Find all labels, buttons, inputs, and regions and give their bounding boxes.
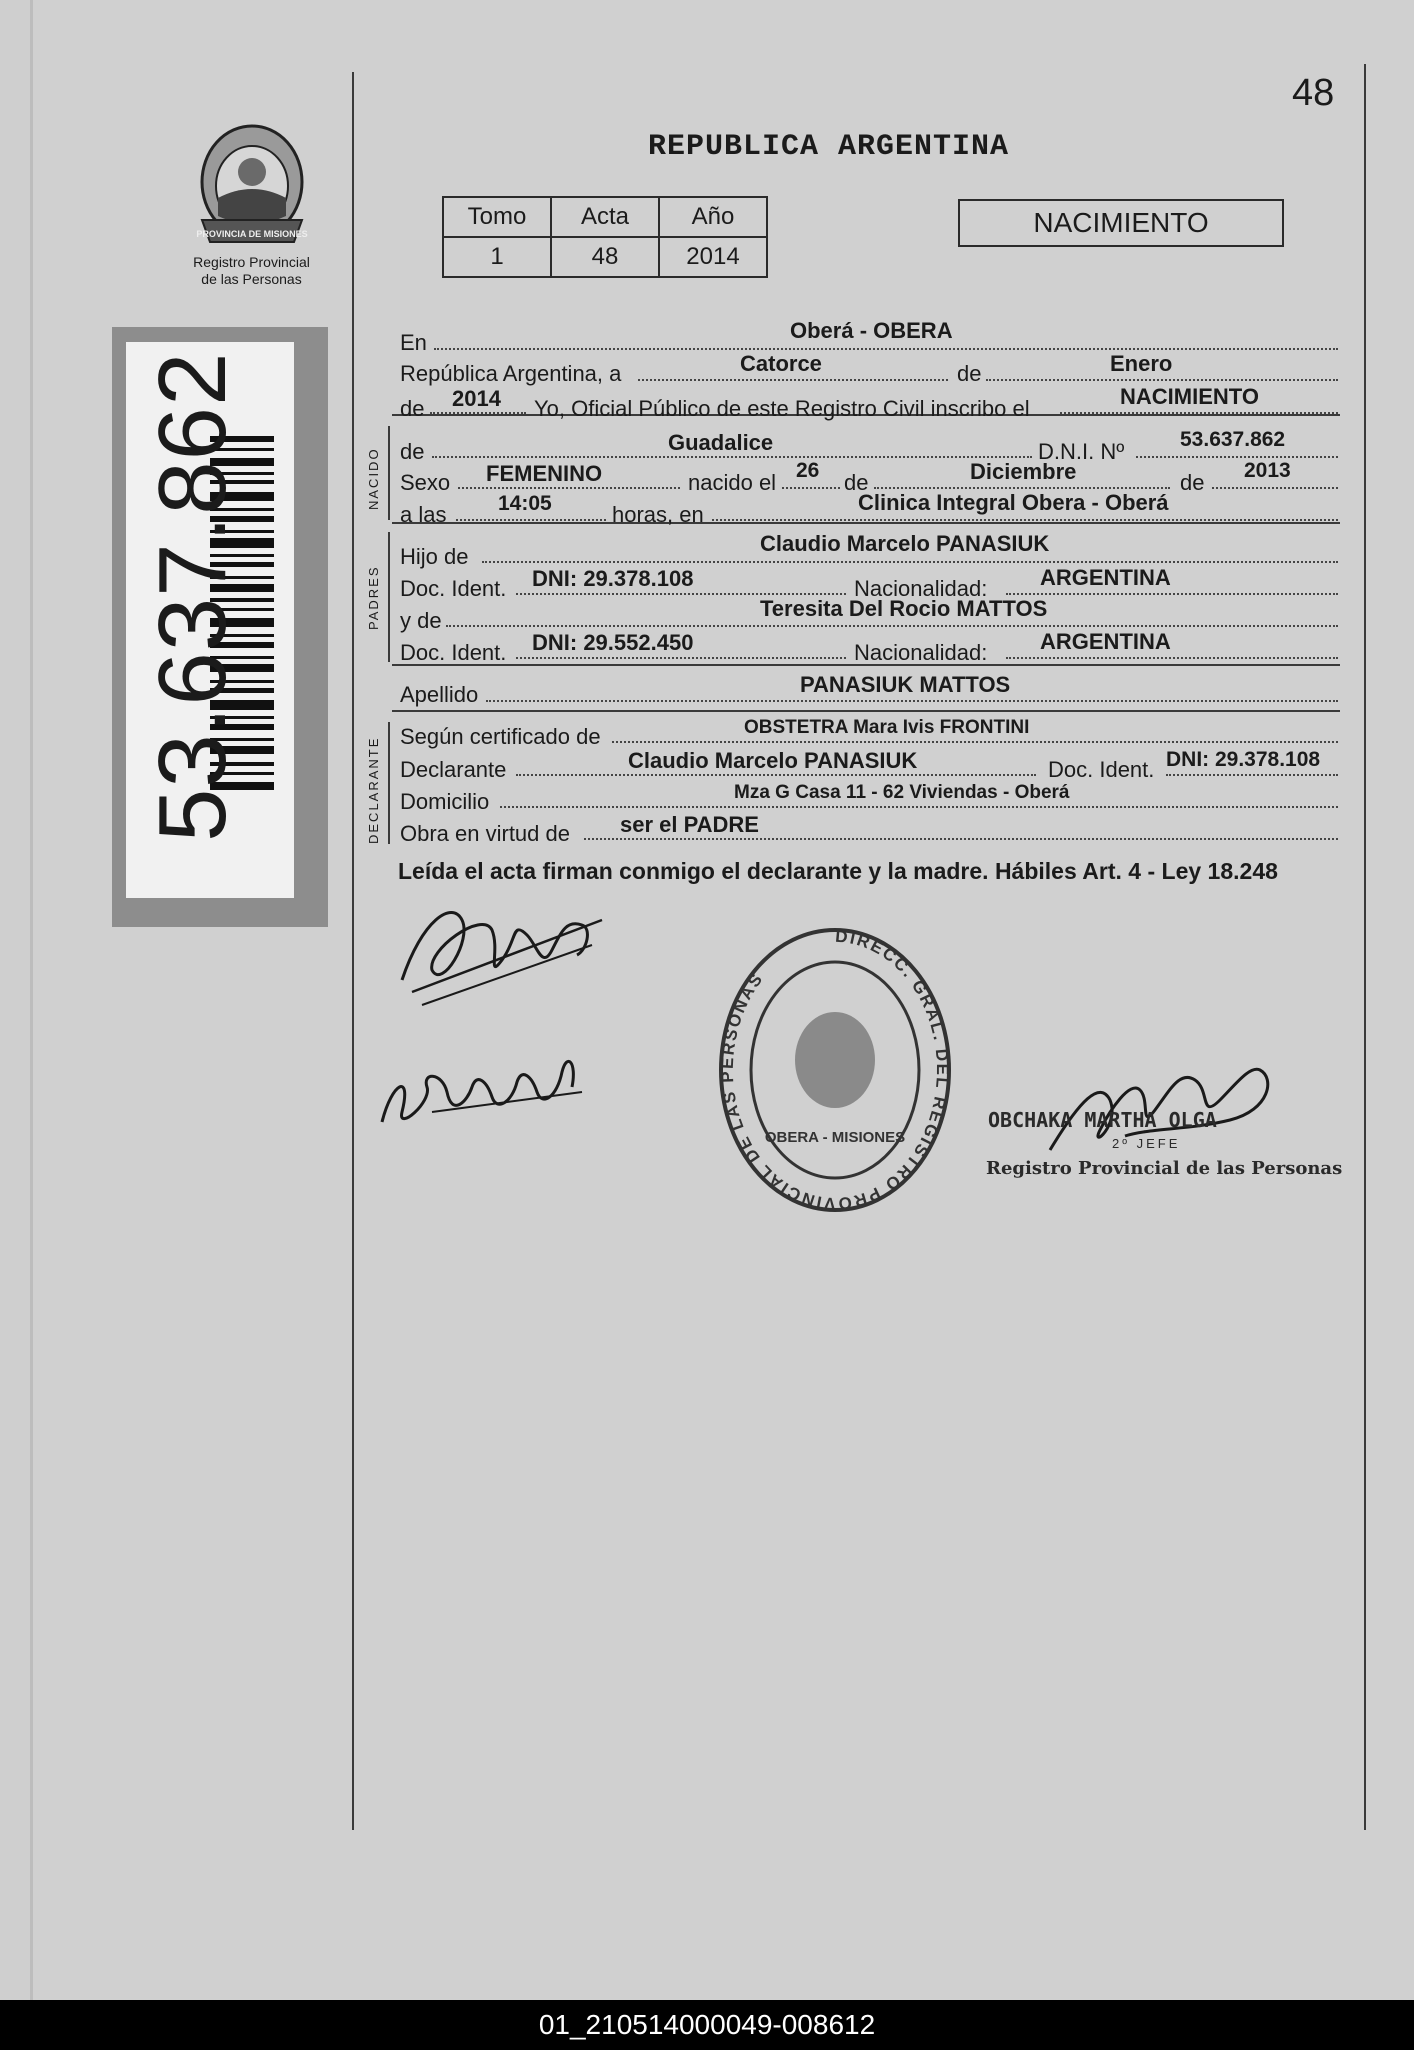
father-nat-dots [1006,593,1338,595]
sexo-label: Sexo [400,470,451,495]
child-sex: FEMENINO [486,461,603,486]
official-role: 2º JEFE [1112,1136,1181,1151]
mother-nat-dots [1006,657,1338,659]
certificate: OBSTETRA Mara Ivis FRONTINI [744,717,1030,738]
act-type-box: NACIMIENTO [958,199,1284,247]
right-margin-line [1364,64,1366,1830]
birth-time: 14:05 [498,492,552,515]
obra-reason: ser el PADRE [620,812,759,837]
registration-day: Catorce [740,351,822,376]
registration-act: NACIMIENTO [1120,384,1259,409]
reference-header-row [443,197,767,237]
birth-place-dots [712,519,1338,521]
reference-value-row [443,237,767,277]
declarant-signature [392,880,616,1012]
emblem-text: PROVINCIA DE MISIONES [196,229,308,239]
time-dots [456,519,606,521]
padres-section-label: PADRES [366,565,381,630]
a-las-label: a las [400,502,447,527]
birth-year-dots [1212,487,1338,489]
apellido-label: Apellido [400,682,479,707]
birth-de-label2: de [1180,470,1205,495]
mother-nat-label: Nacionalidad: [854,640,988,665]
en-label: En [400,330,427,355]
domicilio-dots [500,806,1338,808]
country-title: REPUBLICA ARGENTINA [648,130,1010,164]
birth-month-dots [874,487,1170,489]
birth-year: 2013 [1244,459,1291,482]
declarante-bar [388,722,390,844]
inscribo-label: Yo, Oficial Público de este Registro Civil inscribo el [534,396,1030,421]
nacido-el-label: nacido el [688,470,777,495]
registry-name-line1: Registro Provincial [193,254,310,270]
father-name: Claudio Marcelo PANASIUK [760,531,1050,556]
reference-table [442,196,768,278]
republica-label: República Argentina, a [400,361,622,386]
mother-doc-label: Doc. Ident. [400,640,507,665]
birth-month: Diciembre [970,459,1077,484]
birth-day-dots [782,487,840,489]
obra-dots [584,838,1338,840]
seal-inner-text: OBERA - MISIONES [764,1129,906,1146]
father-doc: DNI: 29.378.108 [532,566,694,591]
year-dots [430,412,526,414]
address: Mza G Casa 11 - 62 Viviendas - Oberá [734,782,1070,803]
registration-month: Enero [1110,351,1173,376]
mother-name: Teresita Del Rocio MATTOS [760,596,1048,621]
father-doc-dots [516,593,846,595]
act-dots [1060,412,1338,414]
de-month-label: de [957,361,982,386]
surname: PANASIUK MATTOS [800,672,1011,697]
mother-doc: DNI: 29.552.450 [532,630,694,655]
horas-label: horas, en [612,502,704,527]
anio-value: 2014 [659,237,767,277]
tomo-header: Tomo [443,197,551,237]
mother-nationality: ARGENTINA [1040,629,1171,654]
declarante-section-label: DECLARANTE [366,736,381,844]
scan-file-label: 01_210514000049-008612 [538,2009,876,2040]
anio-header: Año [659,197,767,237]
declarant-dots [516,774,1036,776]
tomo-value: 1 [443,237,551,277]
birth-day: 26 [796,459,820,482]
declarant-doc: DNI: 29.378.108 [1166,748,1321,771]
father-nationality: ARGENTINA [1040,565,1171,590]
hijo-de-label: Hijo de [400,544,469,569]
page-number: 48 [1292,72,1335,114]
official-name: OBCHAKA MARTHA OLGA [988,1108,1217,1132]
barcode-number: 53.637.862 [139,351,246,842]
padres-bar [388,532,390,662]
mother-dots [446,625,1338,627]
left-margin-line [352,72,354,1830]
apellido-dots [486,700,1338,702]
nacido-de-label: de [400,439,425,464]
child-name: Guadalice [668,430,774,455]
registry-name [164,254,339,288]
certificate-label: Según certificado de [400,724,601,749]
birth-de-label: de [844,470,869,495]
domicilio-label: Domicilio [400,789,490,814]
place-dots [434,348,1338,350]
registration-place: Oberá - OBERA [790,318,953,343]
dni-dots [1136,456,1338,458]
declarant-name: Claudio Marcelo PANASIUK [628,748,918,773]
province-emblem [194,120,310,248]
certificate-dots [612,741,1338,743]
birth-place: Clinica Integral Obera - Oberá [858,490,1169,515]
declarant-doc-dots [1166,774,1338,776]
mother-doc-dots [516,657,846,659]
child-dni: 53.637.862 [1180,428,1286,451]
declarante-label: Declarante [400,757,507,782]
y-de-label: y de [400,608,442,633]
nacido-bar [388,426,390,520]
de-year-label: de [400,396,425,421]
day-dots [638,379,948,381]
registration-year: 2014 [452,386,501,411]
obra-label: Obra en virtud de [400,821,570,846]
seal-text: DIRECC. GRAL. DEL REGISTRO PROVINCIAL DE LAS PERSONAS [717,926,952,1214]
closing-statement: Leída el acta firman conmigo el declarante y la madre. Hábiles Art. 4 - Ley 18.248 [398,858,1278,884]
month-dots [986,379,1338,381]
acta-value: 48 [551,237,659,277]
sexo-dots [458,487,680,489]
dni-label: D.N.I. Nº [1038,439,1125,464]
declarant-doc-label: Doc. Ident. [1048,757,1155,782]
name-dots [432,456,1032,458]
mother-signature [372,1032,592,1144]
separator-apellido [392,710,1340,712]
registry-name-line2: de las Personas [201,271,302,287]
official-office: Registro Provincial de las Personas [986,1158,1343,1179]
acta-header: Acta [551,197,659,237]
father-doc-label: Doc. Ident. [400,576,507,601]
father-dots [482,561,1338,563]
father-nat-label: Nacionalidad: [854,576,988,601]
official-seal [712,920,958,1224]
nacido-section-label: NACIDO [366,447,381,510]
separator-nacido [392,522,1340,524]
